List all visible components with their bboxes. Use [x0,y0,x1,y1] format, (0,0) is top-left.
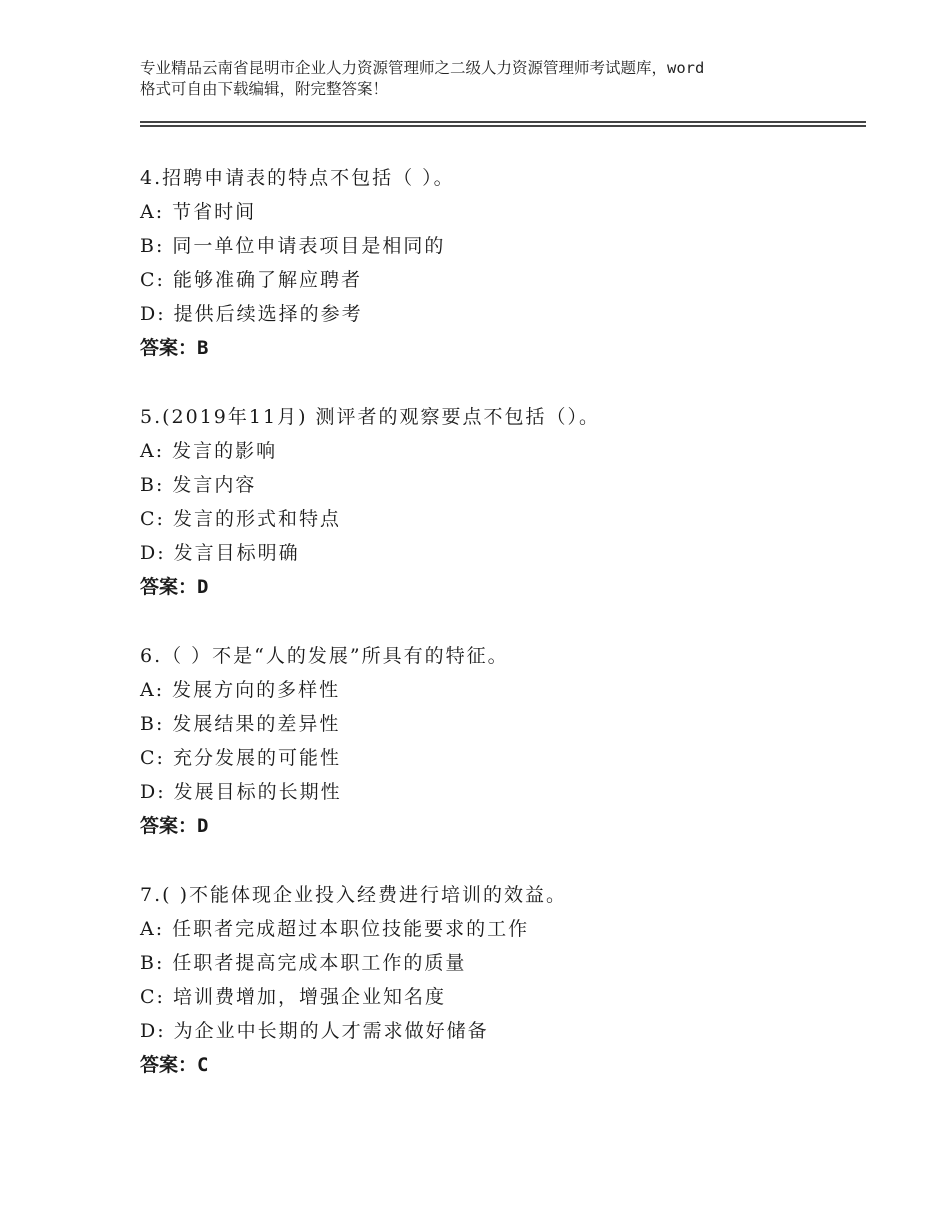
option-c: C: 发言的形式和特点 [140,508,341,530]
answer-line: 答案：B [140,337,209,359]
option-a: A: 任职者完成超过本职位技能要求的工作 [140,918,530,940]
option-a: A: 发言的影响 [140,440,278,462]
option-b: B: 发展结果的差异性 [140,713,341,735]
header-line-2: 格式可自由下载编辑，附完整答案！ [140,80,389,98]
option-d: D: 发展目标的长期性 [140,781,342,803]
option-d: D: 为企业中长期的人才需求做好储备 [140,1020,489,1042]
question-block [140,878,860,1082]
option-c: C: 培训费增加，增强企业知名度 [140,986,446,1008]
option-a: A: 发展方向的多样性 [140,679,341,701]
answer-line: 答案：C [140,1054,209,1076]
answer-line: 答案：D [140,815,209,837]
option-b: B: 发言内容 [140,474,257,496]
option-b: B: 任职者提高完成本职工作的质量 [140,952,467,974]
question-block [140,161,860,365]
question-stem: 4.招聘申请表的特点不包括（ ）。 [140,167,455,189]
option-a: A: 节省时间 [140,201,257,223]
option-b: B: 同一单位申请表项目是相同的 [140,235,446,257]
answer-line: 答案：D [140,576,209,598]
header-divider-bottom [140,125,866,127]
option-c: C: 充分发展的可能性 [140,747,341,769]
question-stem: 5.(2019年11月) 测评者的观察要点不包括（）。 [140,406,601,428]
question-block [140,400,860,604]
question-stem: 7.( )不能体现企业投入经费进行培训的效益。 [140,884,567,906]
header-line-1: 专业精品云南省昆明市企业人力资源管理师之二级人力资源管理师考试题库，word [140,59,705,77]
option-d: D: 提供后续选择的参考 [140,303,363,325]
document-header [140,58,840,100]
option-d: D: 发言目标明确 [140,542,300,564]
header-divider-top [140,121,866,123]
option-c: C: 能够准确了解应聘者 [140,269,362,291]
question-stem: 6.（ ）不是“人的发展”所具有的特征。 [140,645,509,667]
question-block [140,639,860,843]
